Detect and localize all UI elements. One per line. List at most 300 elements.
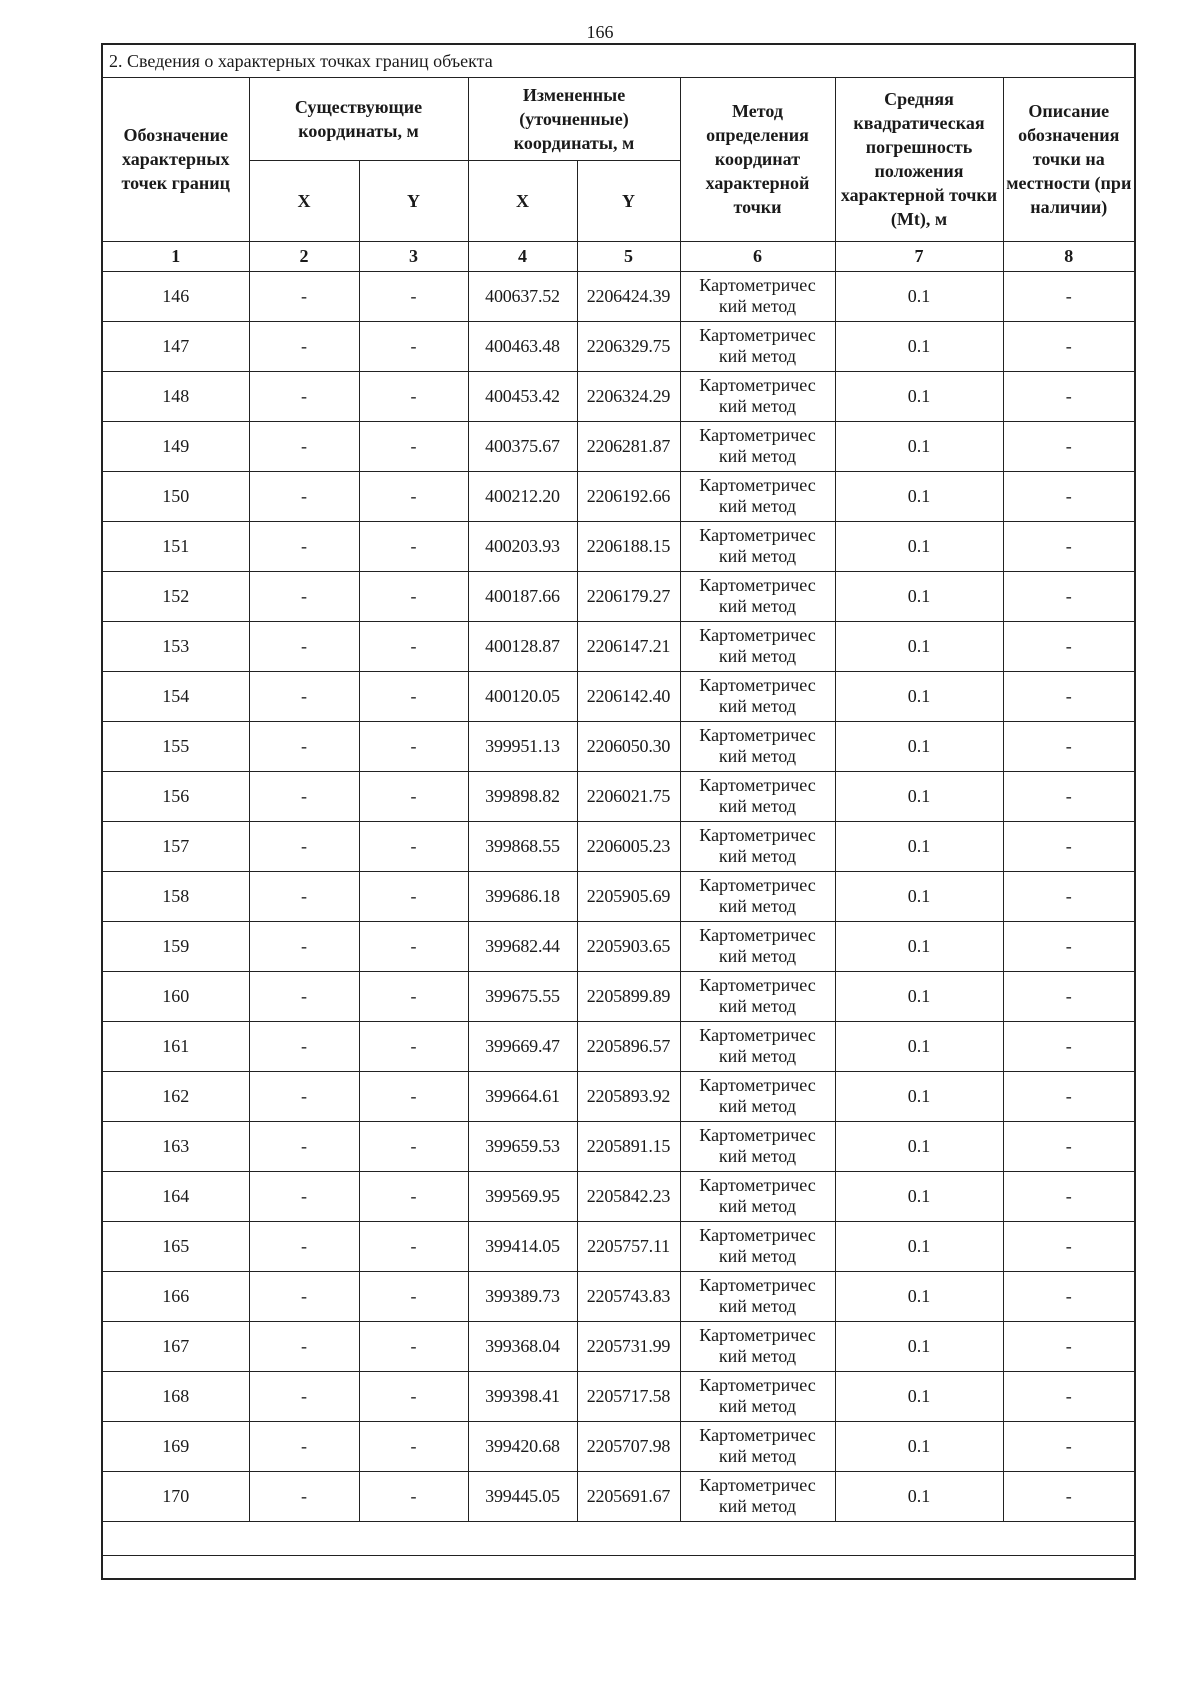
- changed-y-cell: 2205896.57: [577, 1021, 680, 1071]
- method-line-2: кий метод: [718, 496, 797, 516]
- existing-y-cell: -: [359, 321, 468, 371]
- column-number: 1: [103, 241, 249, 271]
- existing-x-cell: -: [249, 1371, 359, 1421]
- method-cell: [680, 271, 835, 321]
- changed-x-cell: 400212.20: [468, 471, 577, 521]
- mean-error-cell: 0.1: [835, 421, 1003, 471]
- changed-y-cell: 2206142.40: [577, 671, 680, 721]
- method-cell: [680, 1121, 835, 1171]
- method-line-2: кий метод: [718, 846, 797, 866]
- changed-x-cell: 399951.13: [468, 721, 577, 771]
- method-line-1: Картометричес: [699, 1275, 816, 1295]
- method-cell: [680, 1171, 835, 1221]
- existing-y-cell: -: [359, 571, 468, 621]
- method-line-1: Картометричес: [699, 875, 816, 895]
- mean-error-cell: 0.1: [835, 1321, 1003, 1371]
- changed-y-cell: 2205893.92: [577, 1071, 680, 1121]
- point-number-cell: 154: [103, 671, 249, 721]
- existing-x-cell: -: [249, 821, 359, 871]
- point-number-cell: 163: [103, 1121, 249, 1171]
- existing-y-cell: -: [359, 1321, 468, 1371]
- method-line-2: кий метод: [718, 1346, 797, 1366]
- existing-y-cell: -: [359, 1171, 468, 1221]
- changed-x-cell: 400120.05: [468, 671, 577, 721]
- method-line-2: кий метод: [718, 896, 797, 916]
- table-row: [103, 771, 1134, 821]
- mean-error-cell: 0.1: [835, 1021, 1003, 1071]
- changed-x-cell: 399445.05: [468, 1471, 577, 1521]
- changed-x-cell: 399659.53: [468, 1121, 577, 1171]
- header-changed-y: Y: [577, 160, 680, 241]
- mean-error-cell: 0.1: [835, 371, 1003, 421]
- existing-y-cell: -: [359, 371, 468, 421]
- method-line-1: Картометричес: [699, 1075, 816, 1095]
- method-cell: [680, 321, 835, 371]
- method-line-1: Картометричес: [699, 725, 816, 745]
- existing-x-cell: -: [249, 1421, 359, 1471]
- changed-x-cell: 399420.68: [468, 1421, 577, 1471]
- existing-y-cell: -: [359, 621, 468, 671]
- description-cell: -: [1003, 971, 1134, 1021]
- existing-y-cell: -: [359, 971, 468, 1021]
- method-cell: [680, 921, 835, 971]
- description-cell: -: [1003, 621, 1134, 671]
- description-cell: -: [1003, 1121, 1134, 1171]
- description-cell: -: [1003, 421, 1134, 471]
- description-cell: -: [1003, 1221, 1134, 1271]
- method-line-2: кий метод: [718, 546, 797, 566]
- changed-y-cell: 2206281.87: [577, 421, 680, 471]
- method-line-1: Картометричес: [699, 1025, 816, 1045]
- point-number-cell: 150: [103, 471, 249, 521]
- table-row: [103, 1171, 1134, 1221]
- method-cell: [680, 1271, 835, 1321]
- method-line-1: Картометричес: [699, 1475, 816, 1495]
- mean-error-cell: 0.1: [835, 771, 1003, 821]
- method-line-1: Картометричес: [699, 1325, 816, 1345]
- mean-error-cell: 0.1: [835, 1121, 1003, 1171]
- method-cell: [680, 421, 835, 471]
- existing-y-cell: -: [359, 271, 468, 321]
- description-cell: -: [1003, 1421, 1134, 1471]
- changed-x-cell: 399398.41: [468, 1371, 577, 1421]
- method-line-2: кий метод: [718, 696, 797, 716]
- table-row: [103, 421, 1134, 471]
- existing-y-cell: -: [359, 771, 468, 821]
- empty-footer-cell: [103, 1521, 1134, 1555]
- description-cell: -: [1003, 571, 1134, 621]
- method-line-2: кий метод: [718, 1496, 797, 1516]
- existing-y-cell: -: [359, 871, 468, 921]
- header-existing-y: Y: [359, 160, 468, 241]
- description-cell: -: [1003, 671, 1134, 721]
- existing-x-cell: -: [249, 421, 359, 471]
- existing-x-cell: -: [249, 1171, 359, 1221]
- method-cell: [680, 571, 835, 621]
- existing-y-cell: -: [359, 1071, 468, 1121]
- mean-error-cell: 0.1: [835, 1421, 1003, 1471]
- description-cell: -: [1003, 1021, 1134, 1071]
- point-number-cell: 151: [103, 521, 249, 571]
- changed-y-cell: 2205903.65: [577, 921, 680, 971]
- existing-y-cell: -: [359, 1371, 468, 1421]
- existing-y-cell: -: [359, 921, 468, 971]
- table-row: [103, 1371, 1134, 1421]
- point-number-cell: 160: [103, 971, 249, 1021]
- table-row: [103, 521, 1134, 571]
- method-line-2: кий метод: [718, 1246, 797, 1266]
- description-cell: -: [1003, 521, 1134, 571]
- existing-y-cell: -: [359, 1021, 468, 1071]
- header-method: Метод определения координат характерной точки: [680, 78, 835, 241]
- changed-x-cell: 399868.55: [468, 821, 577, 871]
- point-number-cell: 146: [103, 271, 249, 321]
- point-number-cell: 164: [103, 1171, 249, 1221]
- table-row: [103, 571, 1134, 621]
- point-number-cell: 165: [103, 1221, 249, 1271]
- existing-x-cell: -: [249, 921, 359, 971]
- method-cell: [680, 1221, 835, 1271]
- method-line-2: кий метод: [718, 596, 797, 616]
- changed-x-cell: 400637.52: [468, 271, 577, 321]
- point-number-cell: 169: [103, 1421, 249, 1471]
- description-cell: -: [1003, 1321, 1134, 1371]
- mean-error-cell: 0.1: [835, 321, 1003, 371]
- method-line-2: кий метод: [718, 1446, 797, 1466]
- changed-x-cell: 399368.04: [468, 1321, 577, 1371]
- changed-x-cell: 399682.44: [468, 921, 577, 971]
- point-number-cell: 147: [103, 321, 249, 371]
- existing-x-cell: -: [249, 371, 359, 421]
- method-line-2: кий метод: [718, 646, 797, 666]
- table-row: [103, 1021, 1134, 1071]
- method-line-1: Картометричес: [699, 325, 816, 345]
- method-line-1: Картометричес: [699, 625, 816, 645]
- description-cell: -: [1003, 721, 1134, 771]
- point-number-cell: 157: [103, 821, 249, 871]
- header-description: Описание обозначения точки на местности (при наличии): [1003, 78, 1134, 241]
- point-number-cell: 168: [103, 1371, 249, 1421]
- point-number-cell: 148: [103, 371, 249, 421]
- description-cell: -: [1003, 1171, 1134, 1221]
- changed-x-cell: 399664.61: [468, 1071, 577, 1121]
- method-line-2: кий метод: [718, 396, 797, 416]
- existing-x-cell: -: [249, 1071, 359, 1121]
- changed-x-cell: 400187.66: [468, 571, 577, 621]
- table-row: [103, 871, 1134, 921]
- existing-y-cell: -: [359, 421, 468, 471]
- point-number-cell: 149: [103, 421, 249, 471]
- point-number-cell: 155: [103, 721, 249, 771]
- changed-y-cell: 2206424.39: [577, 271, 680, 321]
- mean-error-cell: 0.1: [835, 1071, 1003, 1121]
- changed-x-cell: 399569.95: [468, 1171, 577, 1221]
- existing-y-cell: -: [359, 1471, 468, 1521]
- existing-x-cell: -: [249, 571, 359, 621]
- description-cell: -: [1003, 921, 1134, 971]
- method-line-1: Картометричес: [699, 675, 816, 695]
- point-number-cell: 170: [103, 1471, 249, 1521]
- mean-error-cell: 0.1: [835, 1171, 1003, 1221]
- method-line-1: Картометричес: [699, 1125, 816, 1145]
- description-cell: -: [1003, 321, 1134, 371]
- method-line-1: Картометричес: [699, 1175, 816, 1195]
- existing-y-cell: -: [359, 471, 468, 521]
- header-existing-x: X: [249, 160, 359, 241]
- table-row: [103, 671, 1134, 721]
- changed-x-cell: 399898.82: [468, 771, 577, 821]
- column-number: 3: [359, 241, 468, 271]
- existing-x-cell: -: [249, 1021, 359, 1071]
- existing-x-cell: -: [249, 971, 359, 1021]
- existing-x-cell: -: [249, 621, 359, 671]
- existing-x-cell: -: [249, 671, 359, 721]
- method-line-2: кий метод: [718, 1296, 797, 1316]
- existing-y-cell: -: [359, 671, 468, 721]
- table-row: [103, 1421, 1134, 1471]
- changed-y-cell: 2205899.89: [577, 971, 680, 1021]
- changed-x-cell: 400203.93: [468, 521, 577, 571]
- existing-x-cell: -: [249, 721, 359, 771]
- existing-y-cell: -: [359, 521, 468, 571]
- changed-x-cell: 400453.42: [468, 371, 577, 421]
- method-line-2: кий метод: [718, 946, 797, 966]
- table-row: [103, 371, 1134, 421]
- method-line-2: кий метод: [718, 446, 797, 466]
- method-line-2: кий метод: [718, 1146, 797, 1166]
- mean-error-cell: 0.1: [835, 621, 1003, 671]
- existing-x-cell: -: [249, 471, 359, 521]
- changed-x-cell: 399389.73: [468, 1271, 577, 1321]
- method-line-2: кий метод: [718, 796, 797, 816]
- table-row: [103, 621, 1134, 671]
- mean-error-cell: 0.1: [835, 721, 1003, 771]
- method-cell: [680, 621, 835, 671]
- table-row: [103, 1271, 1134, 1321]
- method-cell: [680, 1021, 835, 1071]
- point-number-cell: 158: [103, 871, 249, 921]
- changed-y-cell: 2205717.58: [577, 1371, 680, 1421]
- table-row: [103, 971, 1134, 1021]
- header-point-designation: Обозначение характерных точек границ: [103, 78, 249, 241]
- existing-x-cell: -: [249, 1321, 359, 1371]
- mean-error-cell: 0.1: [835, 271, 1003, 321]
- changed-y-cell: 2206050.30: [577, 721, 680, 771]
- changed-y-cell: 2206192.66: [577, 471, 680, 521]
- mean-error-cell: 0.1: [835, 521, 1003, 571]
- existing-y-cell: -: [359, 1421, 468, 1471]
- method-line-2: кий метод: [718, 296, 797, 316]
- description-cell: -: [1003, 1371, 1134, 1421]
- description-cell: -: [1003, 271, 1134, 321]
- method-cell: [680, 1371, 835, 1421]
- point-number-cell: 162: [103, 1071, 249, 1121]
- method-line-2: кий метод: [718, 1096, 797, 1116]
- existing-y-cell: -: [359, 1221, 468, 1271]
- mean-error-cell: 0.1: [835, 671, 1003, 721]
- method-cell: [680, 1471, 835, 1521]
- existing-y-cell: -: [359, 821, 468, 871]
- column-number: 6: [680, 241, 835, 271]
- method-line-1: Картометричес: [699, 1425, 816, 1445]
- mean-error-cell: 0.1: [835, 1371, 1003, 1421]
- method-cell: [680, 1321, 835, 1371]
- changed-y-cell: 2206179.27: [577, 571, 680, 621]
- changed-x-cell: 400375.67: [468, 421, 577, 471]
- existing-x-cell: -: [249, 771, 359, 821]
- method-cell: [680, 521, 835, 571]
- description-cell: -: [1003, 1471, 1134, 1521]
- section-title: 2. Сведения о характерных точках границ объекта: [103, 45, 1134, 78]
- column-number: 2: [249, 241, 359, 271]
- description-cell: -: [1003, 471, 1134, 521]
- changed-y-cell: 2205905.69: [577, 871, 680, 921]
- existing-x-cell: -: [249, 871, 359, 921]
- page-number: 166: [586, 22, 614, 42]
- table-row: [103, 271, 1134, 321]
- point-number-cell: 153: [103, 621, 249, 671]
- table-row: [103, 1471, 1134, 1521]
- header-existing-coords: Существующие координаты, м: [249, 78, 468, 160]
- changed-y-cell: 2205731.99: [577, 1321, 680, 1371]
- changed-x-cell: 400128.87: [468, 621, 577, 671]
- mean-error-cell: 0.1: [835, 1271, 1003, 1321]
- method-cell: [680, 971, 835, 1021]
- column-number-row: [103, 241, 1134, 271]
- mean-error-cell: 0.1: [835, 1471, 1003, 1521]
- method-line-1: Картометричес: [699, 1225, 816, 1245]
- description-cell: -: [1003, 1271, 1134, 1321]
- method-cell: [680, 371, 835, 421]
- table-row: [103, 721, 1134, 771]
- mean-error-cell: 0.1: [835, 471, 1003, 521]
- header-changed-x: X: [468, 160, 577, 241]
- existing-x-cell: -: [249, 321, 359, 371]
- changed-y-cell: 2206188.15: [577, 521, 680, 571]
- method-cell: [680, 821, 835, 871]
- point-number-cell: 161: [103, 1021, 249, 1071]
- changed-x-cell: 399675.55: [468, 971, 577, 1021]
- method-line-1: Картометричес: [699, 925, 816, 945]
- method-line-2: кий метод: [718, 1396, 797, 1416]
- mean-error-cell: 0.1: [835, 1221, 1003, 1271]
- column-number: 5: [577, 241, 680, 271]
- point-number-cell: 159: [103, 921, 249, 971]
- method-cell: [680, 671, 835, 721]
- table-row: [103, 1321, 1134, 1371]
- method-cell: [680, 1071, 835, 1121]
- method-line-1: Картометричес: [699, 275, 816, 295]
- method-line-1: Картометричес: [699, 375, 816, 395]
- method-line-1: Картометричес: [699, 525, 816, 545]
- document-frame: [101, 43, 1136, 1580]
- existing-x-cell: -: [249, 271, 359, 321]
- changed-y-cell: 2206329.75: [577, 321, 680, 371]
- method-line-1: Картометричес: [699, 825, 816, 845]
- existing-y-cell: -: [359, 721, 468, 771]
- method-line-1: Картометричес: [699, 1375, 816, 1395]
- method-line-1: Картометричес: [699, 975, 816, 995]
- header-changed-coords: Измененные (уточненные) координаты, м: [468, 78, 680, 160]
- method-line-2: кий метод: [718, 1196, 797, 1216]
- changed-y-cell: 2206147.21: [577, 621, 680, 671]
- method-line-1: Картометричес: [699, 425, 816, 445]
- changed-x-cell: 399669.47: [468, 1021, 577, 1071]
- point-number-cell: 156: [103, 771, 249, 821]
- description-cell: -: [1003, 1071, 1134, 1121]
- table-row: [103, 1121, 1134, 1171]
- mean-error-cell: 0.1: [835, 571, 1003, 621]
- table-row: [103, 471, 1134, 521]
- boundary-points-table: [103, 78, 1134, 1556]
- changed-y-cell: 2205707.98: [577, 1421, 680, 1471]
- column-number: 8: [1003, 241, 1134, 271]
- changed-y-cell: 2205891.15: [577, 1121, 680, 1171]
- header-mean-error: Средняя квадратическая погрешность положения характерной точки (Mt), м: [835, 78, 1003, 241]
- method-line-2: кий метод: [718, 346, 797, 366]
- changed-y-cell: 2206324.29: [577, 371, 680, 421]
- empty-footer-row: [103, 1521, 1134, 1555]
- method-cell: [680, 721, 835, 771]
- table-row: [103, 321, 1134, 371]
- existing-x-cell: -: [249, 1121, 359, 1171]
- existing-y-cell: -: [359, 1271, 468, 1321]
- method-cell: [680, 771, 835, 821]
- point-number-cell: 167: [103, 1321, 249, 1371]
- column-number: 7: [835, 241, 1003, 271]
- existing-x-cell: -: [249, 1271, 359, 1321]
- mean-error-cell: 0.1: [835, 871, 1003, 921]
- column-number: 4: [468, 241, 577, 271]
- existing-x-cell: -: [249, 1471, 359, 1521]
- changed-y-cell: 2206005.23: [577, 821, 680, 871]
- changed-y-cell: 2205691.67: [577, 1471, 680, 1521]
- changed-y-cell: 2205743.83: [577, 1271, 680, 1321]
- method-line-2: кий метод: [718, 1046, 797, 1066]
- changed-y-cell: 2205842.23: [577, 1171, 680, 1221]
- method-line-1: Картометричес: [699, 775, 816, 795]
- description-cell: -: [1003, 871, 1134, 921]
- description-cell: -: [1003, 771, 1134, 821]
- table-row: [103, 1221, 1134, 1271]
- method-line-2: кий метод: [718, 996, 797, 1016]
- changed-y-cell: 2205757.11: [577, 1221, 680, 1271]
- method-cell: [680, 1421, 835, 1471]
- description-cell: -: [1003, 371, 1134, 421]
- table-row: [103, 921, 1134, 971]
- point-number-cell: 166: [103, 1271, 249, 1321]
- changed-x-cell: 400463.48: [468, 321, 577, 371]
- mean-error-cell: 0.1: [835, 971, 1003, 1021]
- changed-x-cell: 399686.18: [468, 871, 577, 921]
- mean-error-cell: 0.1: [835, 921, 1003, 971]
- existing-y-cell: -: [359, 1121, 468, 1171]
- mean-error-cell: 0.1: [835, 821, 1003, 871]
- description-cell: -: [1003, 821, 1134, 871]
- method-cell: [680, 471, 835, 521]
- changed-x-cell: 399414.05: [468, 1221, 577, 1271]
- existing-x-cell: -: [249, 521, 359, 571]
- method-line-1: Картометричес: [699, 575, 816, 595]
- table-row: [103, 821, 1134, 871]
- existing-x-cell: -: [249, 1221, 359, 1271]
- method-line-2: кий метод: [718, 746, 797, 766]
- point-number-cell: 152: [103, 571, 249, 621]
- method-cell: [680, 871, 835, 921]
- method-line-1: Картометричес: [699, 475, 816, 495]
- table-row: [103, 1071, 1134, 1121]
- changed-y-cell: 2206021.75: [577, 771, 680, 821]
